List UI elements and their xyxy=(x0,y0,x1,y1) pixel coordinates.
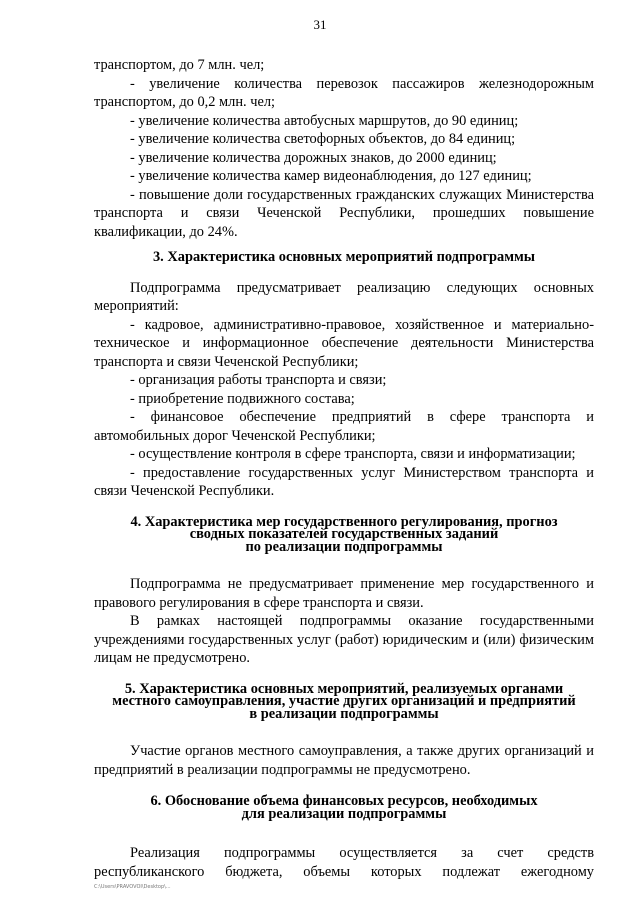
heading-line: сводных показателей государственных заданий xyxy=(189,526,499,542)
heading-line: в реализации подпрограммы xyxy=(249,705,439,722)
list-item: - приобретение подвижного состава; xyxy=(130,390,355,407)
section-heading-4 xyxy=(94,513,594,555)
section-heading-5 xyxy=(94,680,594,722)
list-item: - увеличение количества автобусных маршрутов, до 90 единиц; xyxy=(130,112,519,129)
paragraph: В рамках настоящей подпрограммы оказание государственными учреждениями государственных услуг (работ) юридическим и (или) физическим лицам не предусмотрено. xyxy=(94,613,594,666)
heading-line: по реализации подпрограммы xyxy=(245,538,443,555)
list-item: - увеличение количества дорожных знаков, до 2000 единиц; xyxy=(130,149,497,166)
list-item: - кадровое, административно-правовое, хозяйственное и материально-техническое и информационное обеспечение деятельности Министерства транспорта и связи Чеченской Республики; xyxy=(94,316,594,370)
heading-line: 5. Характеристика основных мероприятий, реализуемых органами xyxy=(124,680,564,697)
heading-line: 6. Обоснование объема финансовых ресурсов, необходимых xyxy=(150,793,538,809)
section-heading-6 xyxy=(94,795,594,820)
heading-line: для реализации подпрограммы xyxy=(241,805,447,822)
document-body xyxy=(94,56,594,881)
list-item: - увеличение количества перевозок пассажиров железнодорожным транспортом, до 0,2 млн. чел; xyxy=(94,75,594,110)
file-path-footer: C:\Users\PRAVOVOI\Desktop\... xyxy=(94,884,171,890)
list-item: - увеличение количества камер видеонаблюдения, до 127 единиц; xyxy=(130,168,532,184)
list-item: - увеличение количества светофорных объектов, до 84 единиц; xyxy=(130,131,516,147)
list-item: - осуществление контроля в сфере транспорта, связи и информатизации; xyxy=(130,446,576,462)
heading-line: местного самоуправления, участие других организаций и предприятий xyxy=(112,693,576,709)
list-item: - организация работы транспорта и связи; xyxy=(130,372,387,388)
section-heading-3: 3. Характеристика основных мероприятий подпрограммы xyxy=(152,249,536,265)
paragraph: Участие органов местного самоуправления, а также других организаций и предприятий в реализации подпрограммы не предусмотрено. xyxy=(94,743,594,778)
paragraph: Реализация подпрограммы осуществляется за счет средств республиканского бюджета, объемы которых подлежат ежегодному xyxy=(94,845,594,880)
list-item: - предоставление государственных услуг Министерством транспорта и связи Чеченской Республики. xyxy=(94,464,594,499)
page-number: 31 xyxy=(313,17,327,32)
list-item: - повышение доли государственных гражданских служащих Министерства транспорта и связи Чеченской Республики, прошедших повышение квалификации, до 24%. xyxy=(94,186,594,240)
paragraph: транспортом, до 7 млн. чел; xyxy=(94,57,265,73)
paragraph: Подпрограмма предусматривает реализацию следующих основных мероприятий: xyxy=(94,279,594,314)
list-item: - финансовое обеспечение предприятий в сфере транспорта и автомобильных дорог Чеченской Республики; xyxy=(94,409,594,444)
heading-line: 4. Характеристика мер государственного регулирования, прогноз xyxy=(130,513,558,530)
paragraph: Подпрограмма не предусматривает применение мер государственного и правового регулирования в сфере транспорта и связи. xyxy=(94,576,594,611)
